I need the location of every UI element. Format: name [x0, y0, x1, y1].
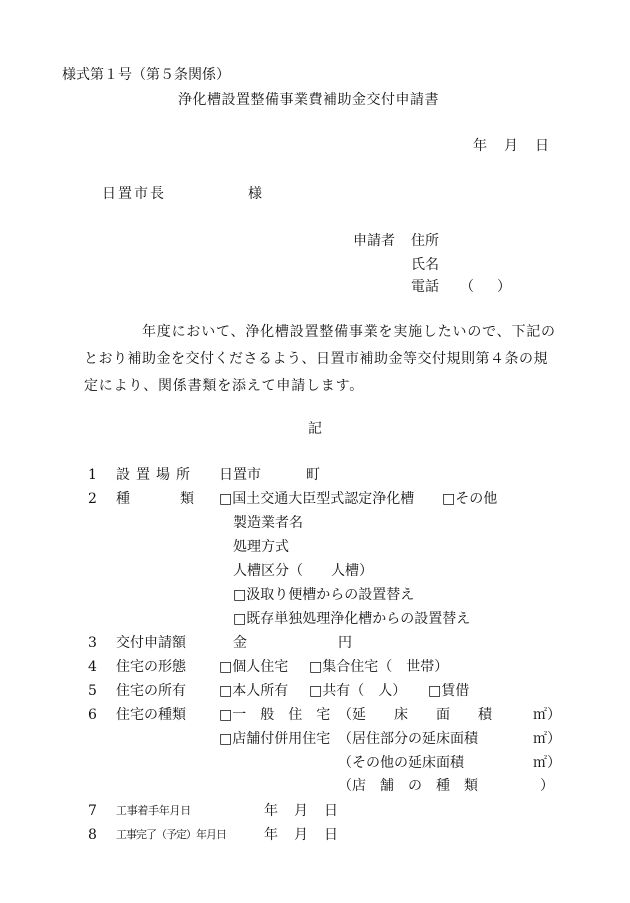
item-8-month: 月 — [294, 827, 308, 843]
item-6-label: 住宅の種類 — [116, 707, 186, 723]
body-line-1: 年度において、浄化槽設置整備事業を実施したいので、下記の — [142, 324, 556, 340]
item-5-option-shared[interactable]: □共有（ 人） — [309, 683, 407, 699]
phone-paren-open: （ — [460, 279, 474, 295]
item-1-label: 設置場所 — [116, 467, 196, 483]
item-2-capacity: 人槽区分（ 人槽） — [233, 563, 373, 579]
ki-heading: 記 — [308, 421, 322, 437]
item-6-close: ） — [540, 778, 554, 794]
item-2-number: 2 — [88, 491, 97, 507]
item-2-option-other[interactable]: □その他 — [442, 491, 498, 507]
honorific: 様 — [248, 186, 262, 202]
item-5-number: 5 — [88, 683, 97, 699]
item-6-unit-1: ㎡） — [533, 707, 561, 723]
item-1-town: 町 — [306, 467, 320, 483]
item-4-option-collective[interactable]: □集合住宅（ 世帯） — [309, 659, 449, 675]
item-2-manufacturer: 製造業者名 — [233, 515, 303, 531]
item-1-city: 日置市 — [219, 467, 261, 483]
item-2-replace-single[interactable]: □既存単独処理浄化槽からの設置替え — [233, 611, 471, 627]
item-4-option-individual[interactable]: □個人住宅 — [219, 659, 289, 675]
mayor-label: 日置市長 — [102, 186, 166, 202]
item-4-number: 4 — [88, 659, 97, 675]
item-2-label: 種類 — [116, 491, 244, 507]
date-day: 日 — [535, 138, 549, 154]
item-8-day: 日 — [324, 827, 338, 843]
applicant-label: 申請者 — [353, 233, 395, 249]
body-line-2: とおり補助金を交付くださるよう、日置市補助金等交付規則第４条の規 — [84, 351, 548, 367]
item-7-month: 月 — [294, 803, 308, 819]
item-6-unit-2: ㎡） — [533, 731, 561, 747]
item-3-number: 3 — [88, 635, 97, 651]
item-1-number: 1 — [88, 467, 97, 483]
date-year: 年 — [473, 138, 487, 154]
address-label: 住所 — [411, 233, 439, 249]
form-number: 様式第１号（第５条関係） — [62, 67, 230, 83]
item-3-label: 交付申請額 — [116, 635, 186, 651]
item-5-label: 住宅の所有 — [116, 683, 186, 699]
item-2-method: 処理方式 — [233, 539, 289, 555]
item-8-number: 8 — [88, 827, 97, 843]
item-6-area-other: （その他の延床面積 — [338, 755, 464, 771]
item-6-area-residential: （居住部分の延床面積 — [338, 731, 478, 747]
name-label: 氏名 — [411, 257, 439, 273]
item-7-year: 年 — [264, 803, 278, 819]
item-5-option-rent[interactable]: □賃借 — [428, 683, 470, 699]
item-3-kin: 金 — [233, 635, 247, 651]
item-6-unit-3: ㎡） — [533, 755, 561, 771]
phone-paren-close: ） — [497, 279, 511, 295]
item-7-label: 工事着手年月日 — [116, 804, 191, 817]
item-5-option-own[interactable]: □本人所有 — [219, 683, 289, 699]
item-7-day: 日 — [324, 803, 338, 819]
item-8-year: 年 — [264, 827, 278, 843]
item-4-label: 住宅の形態 — [116, 659, 186, 675]
item-3-yen: 円 — [338, 635, 352, 651]
item-6-option-general[interactable]: □一 般 住 宅 — [219, 707, 331, 723]
item-6-store-type: （店 舗 の 種 類 — [338, 778, 478, 794]
date-month: 月 — [504, 138, 518, 154]
document-title: 浄化槽設置整備事業費補助金交付申請書 — [178, 92, 439, 108]
phone-label: 電話 — [411, 279, 439, 295]
item-6-number: 6 — [88, 707, 97, 723]
item-8-label: 工事完了（予定）年月日 — [116, 828, 226, 841]
item-7-number: 7 — [88, 803, 97, 819]
item-6-area-total: （延 床 面 積 — [338, 707, 492, 723]
body-line-3: 定により、関係書類を添えて申請します。 — [84, 378, 365, 394]
item-2-option-mlit[interactable]: □国土交通大臣型式認定浄化槽 — [219, 491, 415, 507]
item-2-replace-toilet[interactable]: □汲取り便槽からの設置替え — [233, 587, 415, 603]
item-6-option-store[interactable]: □店舗付併用住宅 — [219, 731, 331, 747]
